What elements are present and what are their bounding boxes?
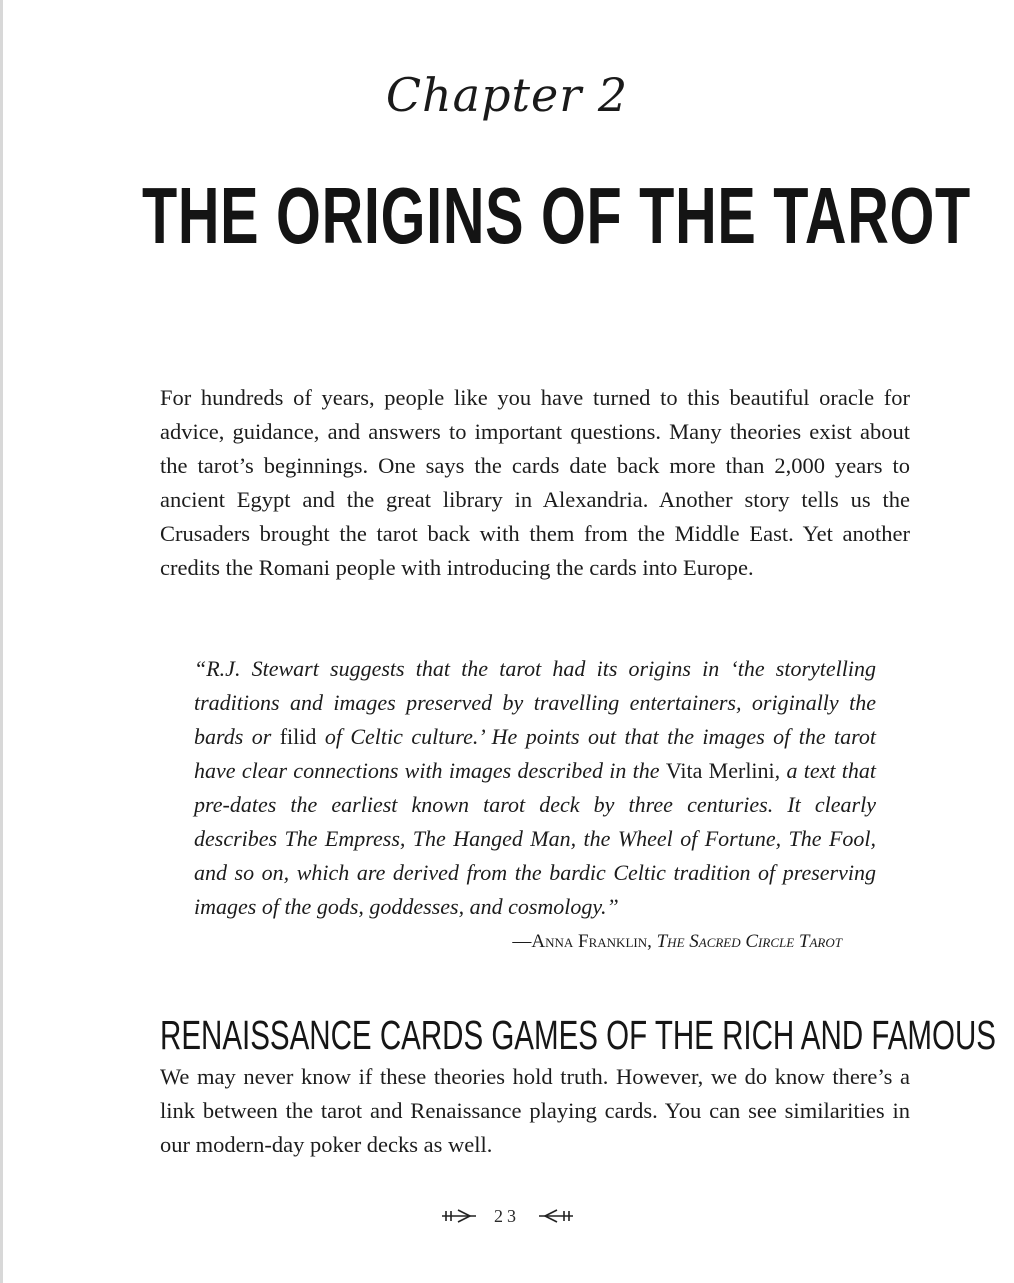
attribution-source: The Sacred Circle Tarot (656, 931, 842, 952)
quote-term-vita-merlini: Vita Merlini (665, 758, 775, 783)
block-quote (194, 652, 876, 924)
ornament-right-icon (539, 1207, 573, 1228)
section-paragraph: We may never know if these theories hold truth. However, we do know there’s a link between the tarot and Renaissance playing cards. You can see similarities in our modern-day poker decks as well. (160, 1064, 910, 1157)
quote-text-1: “R.J. Stewart suggests that the tarot had its origins in ‘the storytelling traditions and images preserved by travelling entertainers, originally the bards or (194, 656, 876, 749)
ornament-left-icon (442, 1207, 476, 1228)
intro-paragraph: For hundreds of years, people like you have turned to this beautiful oracle for advice, guidance, and answers to important questions. Many theories exist about the tarot’s beginnings. One says the cards date back more than 2,000 years to ancient Egypt and the great library in Alexandria. Another story tells us the Crusaders brought the tarot back with them from the Middle East. Yet another credits the Romani people with introducing the cards into Europe. (160, 385, 910, 580)
quote-text-2: of Celtic culture.’ He points out that the images of the tarot have clear connections with images described in the (194, 724, 876, 783)
chapter-label: Chapter 2 (385, 68, 629, 122)
quote-term-filid: filid (279, 724, 317, 749)
quote-text-3: , a text that pre-dates the earliest known tarot deck by three centuries. It clearly describes The Empress, The Hanged Man, the Wheel of Fortune, The Fool, and so on, which are derived from the bardic Celtic tradition of preserving images of the gods, goddesses, and cosmology.” (194, 758, 877, 919)
section-heading: RENAISSANCE CARDS GAMES OF THE RICH AND FAMOUS (160, 1012, 996, 1058)
attribution-author: —Anna Franklin, (512, 931, 657, 952)
page-number: 23 (494, 1206, 520, 1226)
page-edge (0, 0, 3, 1283)
chapter-title: THE ORIGINS OF THE TAROT (141, 171, 971, 260)
quote-attribution (0, 928, 842, 956)
page-footer (0, 1206, 1014, 1228)
